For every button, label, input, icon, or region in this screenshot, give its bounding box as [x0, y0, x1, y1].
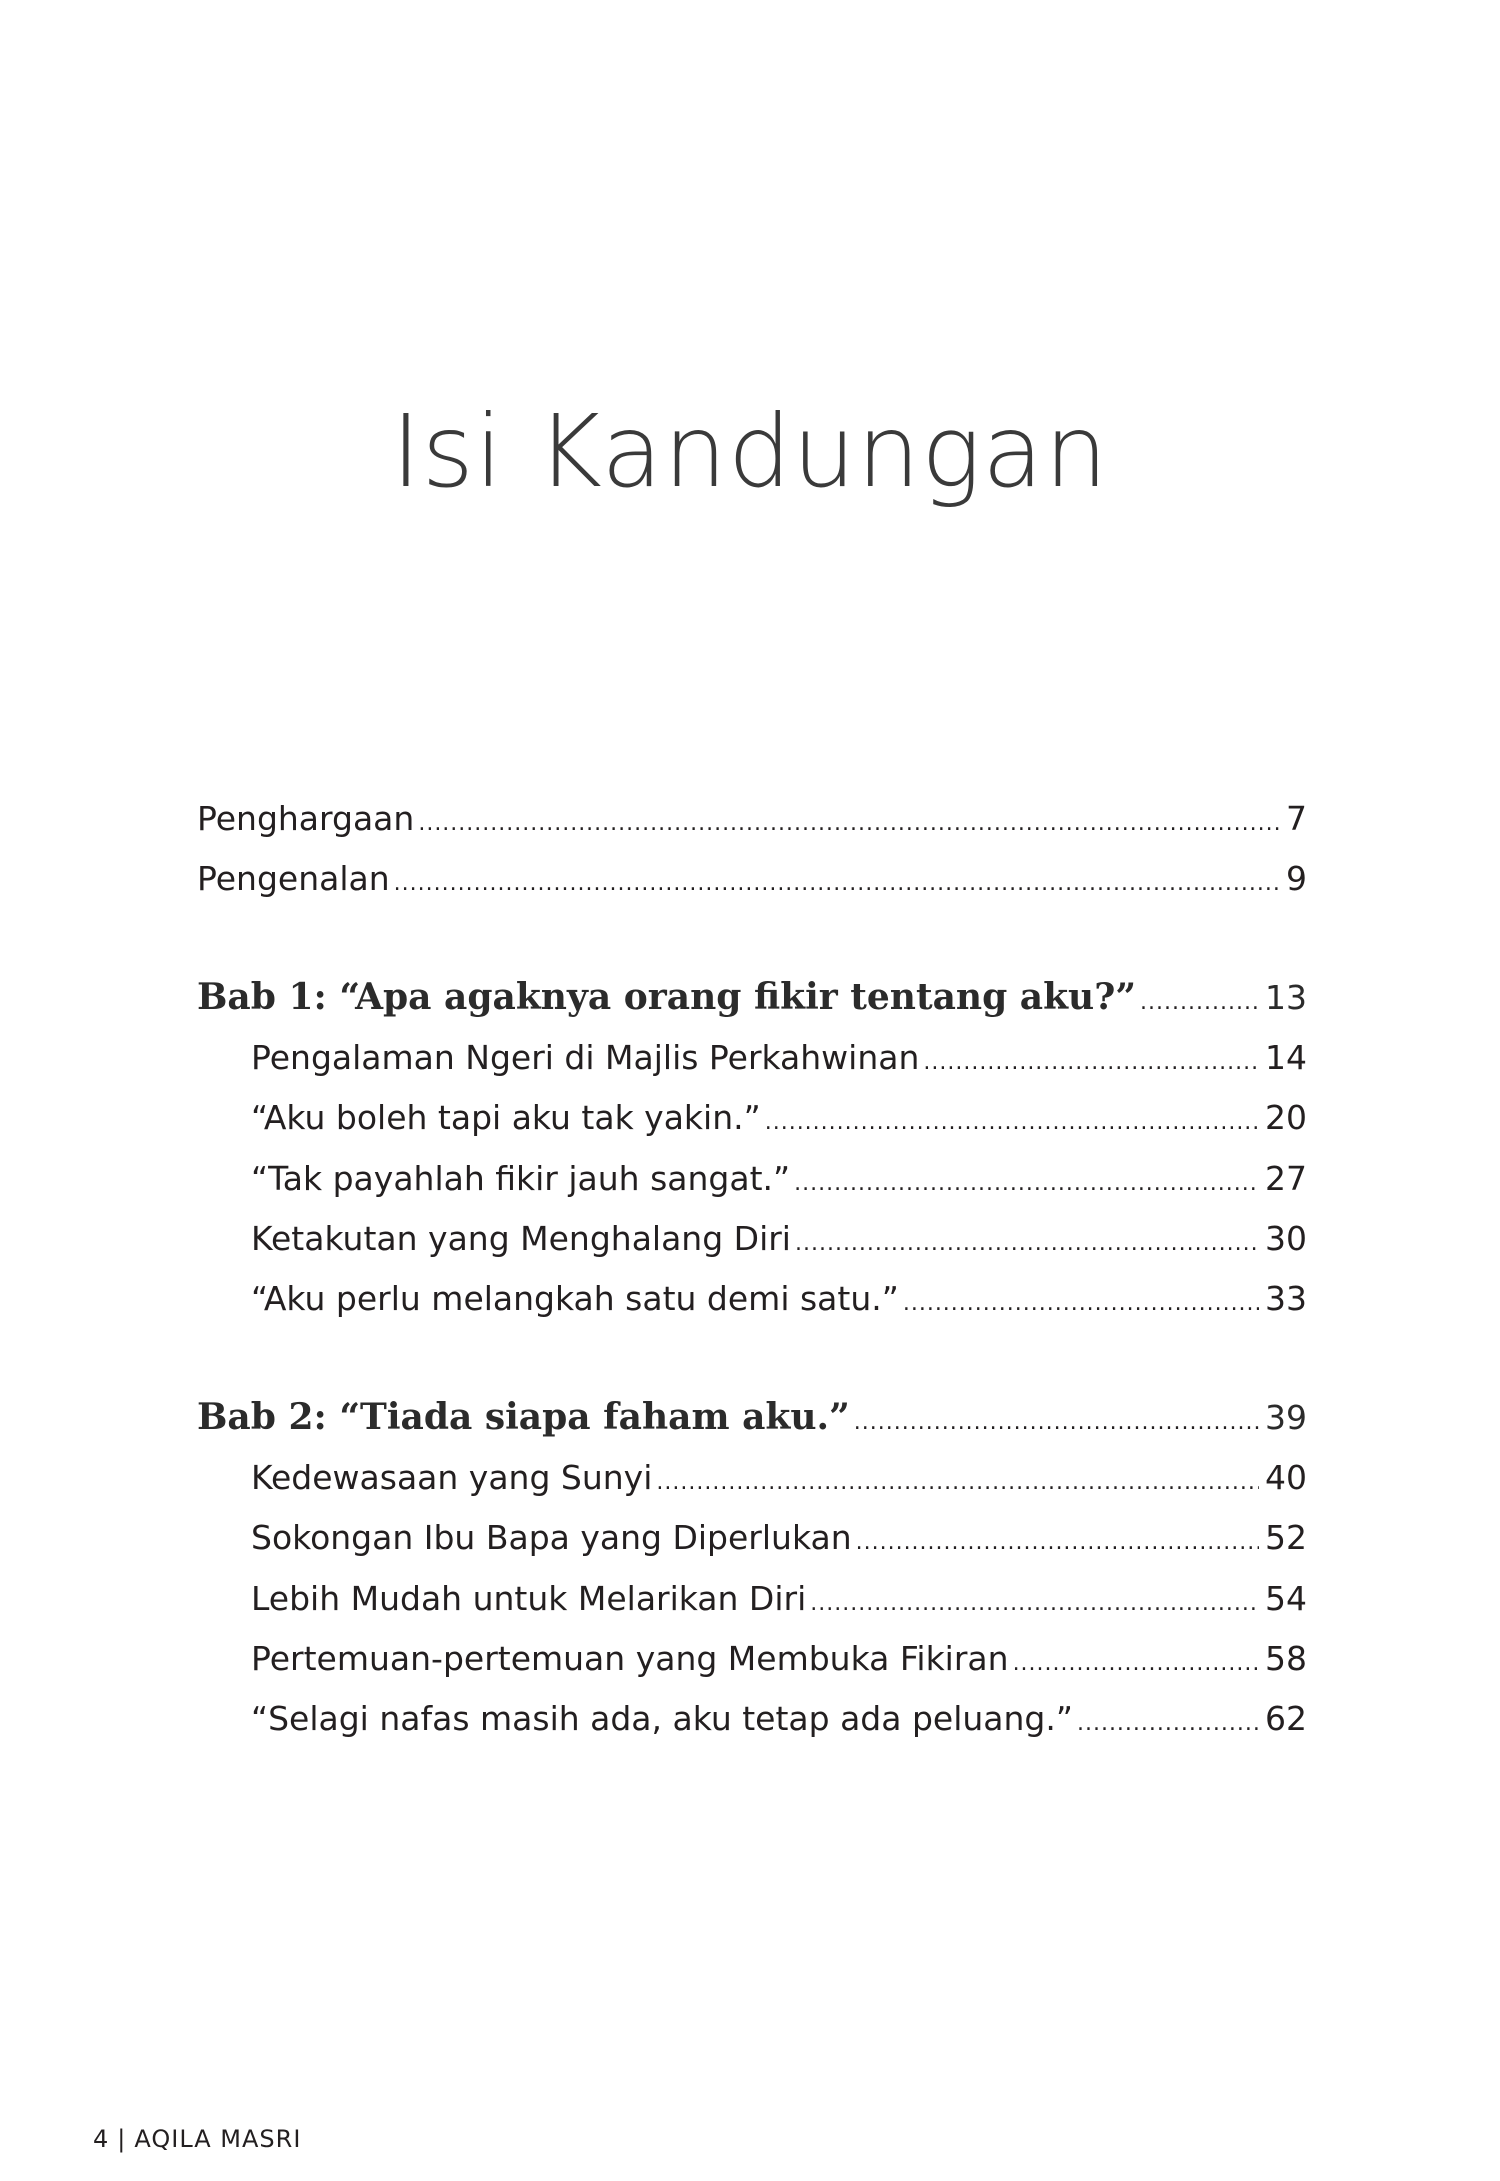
- toc-section[interactable]: [251, 1277, 1307, 1326]
- footer-author: AQILA MASRI: [134, 2125, 302, 2153]
- toc-page-number: 33: [1265, 1279, 1307, 1318]
- toc-page-number: 40: [1265, 1458, 1307, 1497]
- chapter-title: Bab 2: “Tiada siapa faham aku.”: [197, 1396, 850, 1438]
- toc-page-number: 54: [1265, 1579, 1307, 1618]
- toc-section[interactable]: [251, 1516, 1307, 1565]
- toc-page-number: 58: [1265, 1639, 1307, 1678]
- dot-leader: [1077, 1702, 1259, 1746]
- toc-entry-title: Penghargaan: [197, 799, 415, 838]
- footer-page-number: 4: [93, 2125, 110, 2153]
- dot-leader: [854, 1401, 1259, 1445]
- section-title: Ketakutan yang Menghalang Diri: [251, 1219, 791, 1258]
- section-title: Pengalaman Ngeri di Majlis Perkahwinan: [251, 1038, 920, 1077]
- toc-chapter-2[interactable]: [197, 1395, 1307, 1445]
- section-title: “Tak payahlah fikir jauh sangat.”: [251, 1159, 791, 1198]
- toc-section[interactable]: [251, 1157, 1307, 1206]
- toc-section[interactable]: [251, 1637, 1307, 1686]
- page-footer: [93, 2125, 301, 2153]
- toc-section[interactable]: [251, 1217, 1307, 1266]
- toc-section[interactable]: [251, 1577, 1307, 1626]
- chapter-title: Bab 1: “Apa agaknya orang fikir tentang aku?”: [197, 976, 1137, 1018]
- table-of-contents: [197, 0, 1307, 2181]
- toc-entry-title: Pengenalan: [197, 859, 390, 898]
- toc-section[interactable]: [251, 1697, 1307, 1746]
- toc-entry-penghargaan[interactable]: [197, 797, 1307, 846]
- page-title: Isi Kandungan: [391, 393, 1109, 510]
- dot-leader: [418, 802, 1280, 846]
- toc-section[interactable]: [251, 1036, 1307, 1085]
- dot-leader: [856, 1521, 1259, 1565]
- dot-leader: [810, 1582, 1259, 1626]
- section-title: “Selagi nafas masih ada, aku tetap ada peluang.”: [251, 1699, 1073, 1738]
- toc-page-number: 14: [1265, 1038, 1307, 1077]
- section-title: “Aku perlu melangkah satu demi satu.”: [251, 1279, 899, 1318]
- dot-leader: [794, 1162, 1259, 1206]
- toc-entry-pengenalan[interactable]: [197, 857, 1307, 906]
- toc-page-number: 9: [1286, 859, 1307, 898]
- dot-leader: [923, 1041, 1259, 1085]
- toc-section[interactable]: [251, 1096, 1307, 1145]
- toc-page-number: 27: [1265, 1159, 1307, 1198]
- toc-chapter-1[interactable]: [197, 975, 1307, 1025]
- dot-leader: [656, 1461, 1259, 1505]
- dot-leader: [765, 1101, 1259, 1145]
- toc-page-number: 62: [1265, 1699, 1307, 1738]
- toc-page-number: 20: [1265, 1098, 1307, 1137]
- toc-page-number: 52: [1265, 1518, 1307, 1557]
- section-title: Lebih Mudah untuk Melarikan Diri: [251, 1579, 807, 1618]
- toc-page-number: 13: [1265, 978, 1307, 1017]
- dot-leader: [394, 862, 1280, 906]
- toc-page-number: 30: [1265, 1219, 1307, 1258]
- dot-leader: [1013, 1642, 1259, 1686]
- dot-leader: [795, 1222, 1259, 1266]
- section-title: Pertemuan-pertemuan yang Membuka Fikiran: [251, 1639, 1009, 1678]
- section-title: Sokongan Ibu Bapa yang Diperlukan: [251, 1518, 852, 1557]
- dot-leader: [1140, 981, 1259, 1025]
- section-title: “Aku boleh tapi aku tak yakin.”: [251, 1098, 761, 1137]
- footer-separator: |: [117, 2125, 127, 2153]
- dot-leader: [903, 1282, 1259, 1326]
- toc-page-number: 39: [1265, 1398, 1307, 1437]
- section-title: Kedewasaan yang Sunyi: [251, 1458, 653, 1497]
- toc-section[interactable]: [251, 1456, 1307, 1505]
- toc-page-number: 7: [1286, 799, 1307, 838]
